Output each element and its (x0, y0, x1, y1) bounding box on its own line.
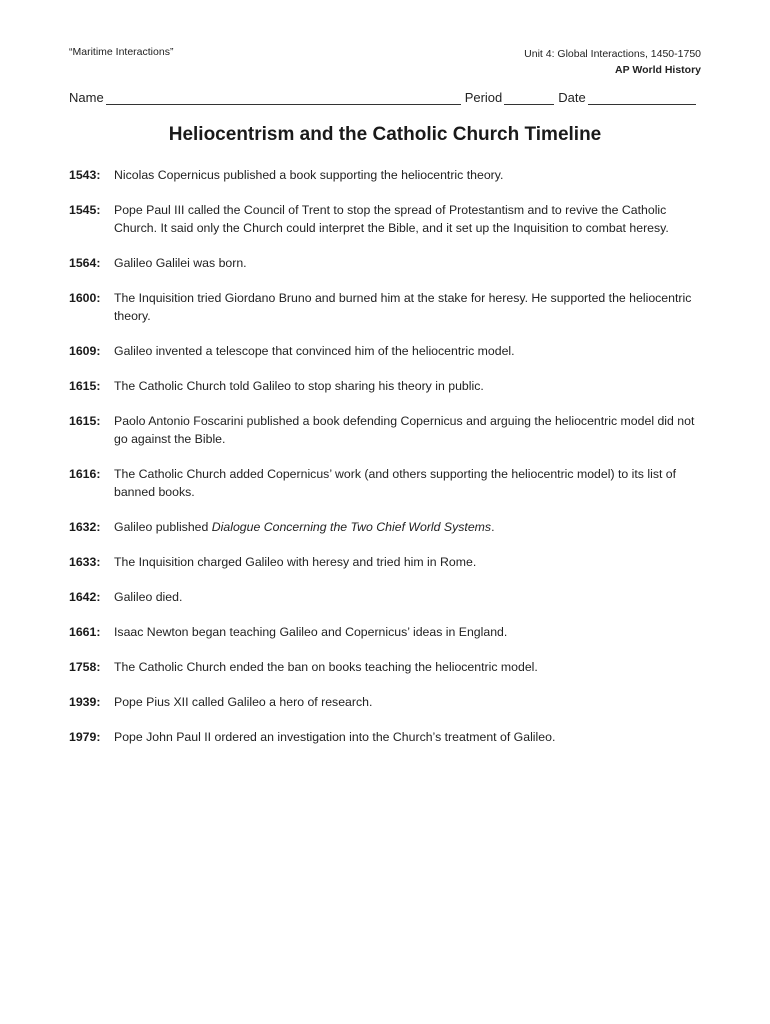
entry-year: 1609: (69, 344, 101, 358)
timeline-entry (69, 588, 703, 606)
timeline-entry (69, 465, 703, 501)
timeline-entry (69, 342, 703, 360)
entry-year: 1939: (69, 695, 101, 709)
name-field[interactable] (106, 91, 461, 105)
date-field[interactable] (588, 91, 696, 105)
entry-text (114, 518, 703, 536)
header-course-info (524, 46, 701, 78)
entry-text: The Catholic Church added Copernicus’ work (and others supporting the heliocentric model) to its list of banned books. (114, 467, 677, 499)
timeline-entry (69, 377, 703, 395)
entry-text: Galileo Galilei was born. (114, 256, 247, 270)
entry-text: The Inquisition tried Giordano Bruno and burned him at the stake for heresy. He supported the heliocentric theory. (114, 291, 692, 323)
entry-text-suffix: . (491, 520, 495, 534)
entry-year: 1615: (69, 379, 101, 393)
name-label: Name (69, 90, 104, 105)
entry-text-prefix: Galileo published (114, 520, 212, 534)
date-label: Date (558, 90, 586, 105)
period-field[interactable] (504, 91, 554, 105)
entry-year: 1616: (69, 467, 101, 481)
entry-text: Pope Pius XII called Galileo a hero of research. (114, 695, 373, 709)
entry-text: The Catholic Church told Galileo to stop sharing his theory in public. (114, 379, 484, 393)
student-info-line (69, 90, 701, 105)
timeline-entry (69, 412, 703, 448)
timeline-entry (69, 728, 703, 746)
entry-year: 1600: (69, 291, 101, 305)
entry-year: 1758: (69, 660, 101, 674)
entry-text: Galileo invented a telescope that convinced him of the heliocentric model. (114, 344, 515, 358)
timeline-entry (69, 254, 703, 272)
timeline-entry (69, 623, 703, 641)
entry-year: 1979: (69, 730, 101, 744)
entry-text: Pope John Paul II ordered an investigation into the Church’s treatment of Galileo. (114, 730, 556, 744)
entry-text: Pope Paul III called the Council of Trent to stop the spread of Protestantism and to revive the Catholic Church. It said only the Church could interpret the Bible, and it set up the Inquisition to combat heresy. (114, 203, 669, 235)
entry-year: 1632: (69, 520, 101, 534)
timeline-entry (69, 693, 703, 711)
header-unit: Unit 4: Global Interactions, 1450-1750 (524, 48, 701, 60)
entry-year: 1642: (69, 590, 101, 604)
timeline-list (69, 166, 703, 763)
entry-year: 1615: (69, 414, 101, 428)
entry-text: Galileo died. (114, 590, 183, 604)
timeline-entry (69, 518, 703, 536)
period-label: Period (464, 90, 503, 105)
page-title: Heliocentrism and the Catholic Church Timeline (168, 124, 602, 145)
entry-year: 1661: (69, 625, 101, 639)
entry-year: 1564: (69, 256, 101, 270)
entry-year: 1633: (69, 555, 101, 569)
entry-text: The Catholic Church ended the ban on books teaching the heliocentric model. (114, 660, 538, 674)
entry-year: 1543: (69, 168, 101, 182)
book-title: Dialogue Concerning the Two Chief World Systems (211, 520, 492, 534)
timeline-entry (69, 658, 703, 676)
entry-year: 1545: (69, 203, 101, 217)
timeline-entry (69, 166, 703, 184)
timeline-entry (69, 289, 703, 325)
header-course: AP World History (615, 64, 701, 76)
timeline-entry (69, 201, 703, 237)
header-topic: “Maritime Interactions” (69, 46, 174, 58)
entry-text: The Inquisition charged Galileo with heresy and tried him in Rome. (114, 555, 477, 569)
entry-text: Isaac Newton began teaching Galileo and Copernicus’ ideas in England. (114, 625, 508, 639)
entry-text: Paolo Antonio Foscarini published a book defending Copernicus and arguing the heliocentric model did not go against the Bible. (114, 414, 695, 446)
timeline-entry (69, 553, 703, 571)
entry-text: Nicolas Copernicus published a book supporting the heliocentric theory. (114, 168, 504, 182)
